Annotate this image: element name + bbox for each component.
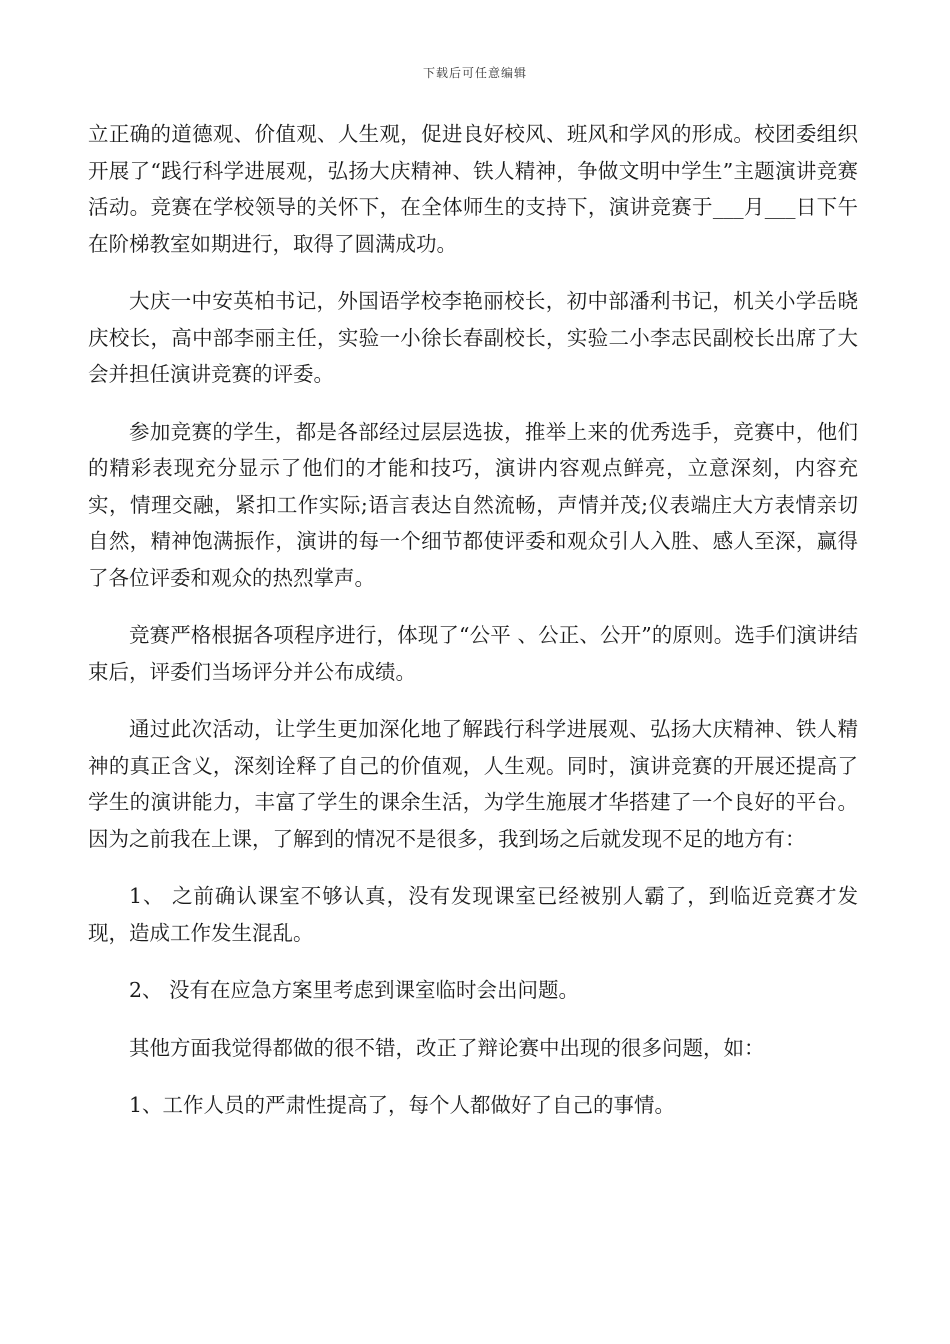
- paragraph-improvements: 其他方面我觉得都做的很不错，改正了辩论赛中出现的很多问题，如：: [129, 1035, 765, 1060]
- paragraph-contestants: 参加竞赛的学生，都是各部经过层层选拔，推举上来的优秀选手，竞赛中，他们的精彩表现充分显示了他们的才能和技巧，演讲内容观点鲜亮，立意深刻，内容充实，情理交融，紧扣工作实际;语言表达自然流畅，声情并茂;仪表端庄大方表情亲切自然，精神饱满振作，演讲的每一个细节都使评委和观众引人入胜、感人至深，赢得了各位评委和观众的热烈掌声。: [88, 419, 858, 590]
- document-body: [88, 116, 858, 1124]
- page-header-note: 下载后可任意编辑: [422, 66, 527, 80]
- list-item-improvement-1: 1、工作人员的严肃性提高了，每个人都做好了自己的事情。: [129, 1093, 676, 1117]
- paragraph-judges: 大庆一中安英柏书记，外国语学校李艳丽校长，初中部潘利书记，机关小学岳晓庆校长，高中部李丽主任，实验一小徐长春副校长，实验二小李志民副校长出席了大会并担任演讲竞赛的评委。: [88, 289, 858, 386]
- list-item-shortcoming-2: 2、 没有在应急方案里考虑到课室临时会出问题。: [129, 978, 580, 1002]
- paragraph-intro: 立正确的道德观、价值观、人生观，促进良好校风、班风和学风的形成。校团委组织开展了“践行科学进展观，弘扬大庆精神、铁人精神，争做文明中学生”主题演讲竞赛活动。竞赛在学校领导的关怀下，在全体师生的支持下，演讲竞赛于___月___日下午在阶梯教室如期进行，取得了圆满成功。: [88, 122, 858, 256]
- list-item-shortcoming-1: 1、 之前确认课室不够认真，没有发现课室已经被别人霸了，到临近竞赛才发现，造成工作发生混乱。: [88, 884, 858, 945]
- paragraph-outcome: 通过此次活动，让学生更加深化地了解践行科学进展观、弘扬大庆精神、铁人精神的真正含义，深刻诠释了自己的价值观，人生观。同时，演讲竞赛的开展还提高了学生的演讲能力，丰富了学生的课余生活，为学生施展才华搭建了一个良好的平台。 因为之前我在上课，了解到的情况不是很多，我到场之后就发现不足的地方有：: [88, 717, 858, 851]
- paragraph-procedure: 竞赛严格根据各项程序进行，体现了“公平 、公正、公开”的原则。选手们演讲结束后，评委们当场评分并公布成绩。: [88, 623, 858, 684]
